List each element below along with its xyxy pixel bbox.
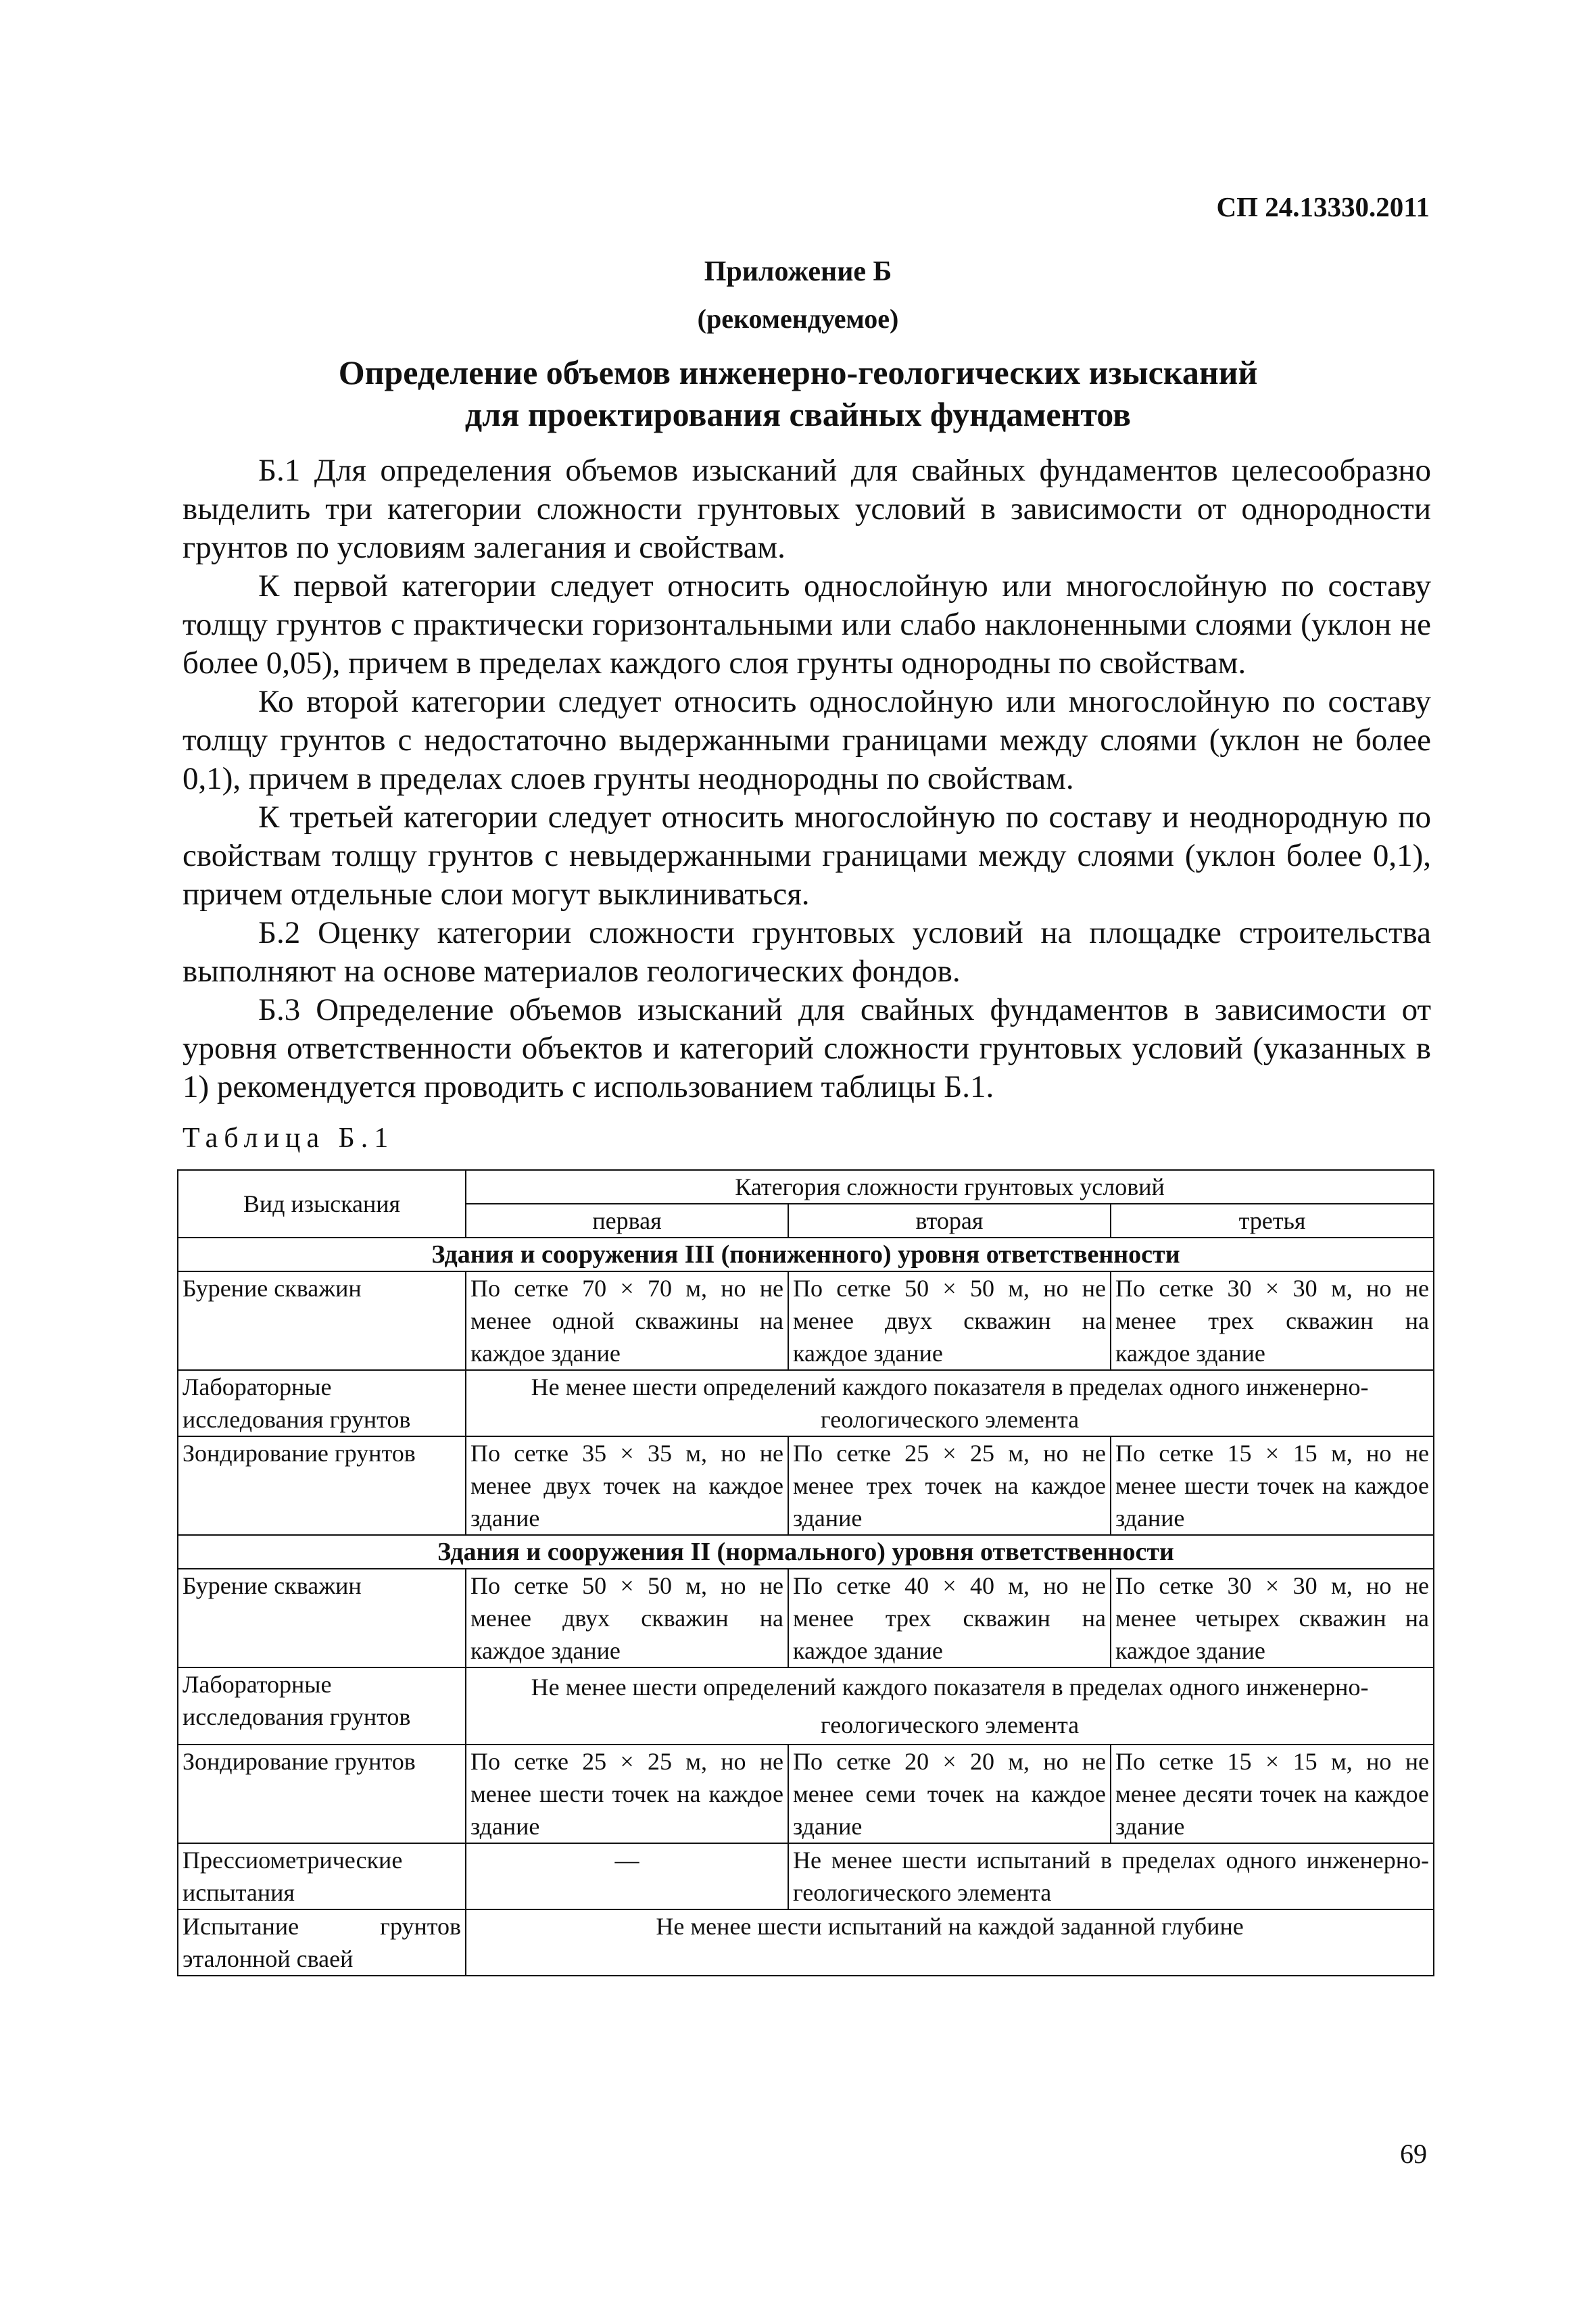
table-cell: По сетке 25 × 25 м, но не менее шести точек на каждое здание: [466, 1745, 788, 1843]
section-title: Здания и сооружения II (нормального) уровня ответственности: [178, 1535, 1434, 1569]
header-survey-type: Вид изыскания: [178, 1170, 466, 1238]
header-cat-second: вторая: [788, 1204, 1111, 1238]
heading-line-1: Определение объемов инженерно-геологических изысканий: [338, 354, 1258, 391]
row-label: Зондирование грунтов: [178, 1436, 466, 1535]
section-title: Здания и сооружения III (пониженного) уровня ответственности: [178, 1238, 1434, 1271]
table-cell: Не менее шести определений каждого показателя в пределах одного инженерно-геологического элемента: [466, 1667, 1434, 1745]
table-cell: По сетке 30 × 30 м, но не менее четырех скважин на каждое здание: [1111, 1569, 1434, 1667]
paragraph-category-1: К первой категории следует относить однослойную или многослойную по составу толщу грунтов с практически горизонтальными или слабо наклоненными слоями (уклон не более 0,05), причем в пределах каждого слоя грунты однородны по свойствам.: [183, 568, 1431, 681]
row-label: Прессиометрические испытания: [178, 1843, 466, 1909]
table-header-row: [178, 1170, 1434, 1204]
body-text: [183, 452, 1431, 1106]
table-cell: По сетке 50 × 50 м, но не менее двух скважин на каждое здание: [466, 1569, 788, 1667]
table-cell: —: [466, 1843, 788, 1909]
paragraph-b3: Б.3 Определение объемов изысканий для свайных фундаментов в зависимости от уровня ответственности объектов и категорий сложности грунтовых условий (указанных в 1) рекомендуется проводить с использованием таблицы Б.1.: [183, 992, 1431, 1104]
table-row: [178, 1667, 1434, 1745]
section-row: [178, 1535, 1434, 1569]
row-label: Испытание грунтов эталонной сваей: [178, 1909, 466, 1976]
table-caption: Таблица Б.1: [183, 1123, 395, 1154]
table-cell: Не менее шести определений каждого показателя в пределах одного инженерно-геологического элемента: [466, 1370, 1434, 1436]
table-cell: По сетке 30 × 30 м, но не менее трех скважин на каждое здание: [1111, 1271, 1434, 1370]
table-cell: Не менее шести испытаний в пределах одного инженерно-геологического элемента: [788, 1843, 1434, 1909]
appendix-heading: [0, 351, 1596, 435]
table-cell: По сетке 15 × 15 м, но не менее шести точек на каждое здание: [1111, 1436, 1434, 1535]
heading-line-2: для проектирования свайных фундаментов: [464, 395, 1132, 433]
header-cat-first: первая: [466, 1204, 788, 1238]
table-cell: Не менее шести испытаний на каждой заданной глубине: [466, 1909, 1434, 1976]
table-row: [178, 1843, 1434, 1909]
row-label: Лабораторные исследования грунтов: [178, 1667, 466, 1745]
table-row: [178, 1745, 1434, 1843]
paragraph-category-3: К третьей категории следует относить многослойную по составу и неоднородную по свойствам толщу грунтов с невыдержанными границами между слоями (уклон более 0,1), причем отдельные слои могут выклиниваться.: [183, 800, 1431, 912]
table-cell: По сетке 25 × 25 м, но не менее трех точек на каждое здание: [788, 1436, 1111, 1535]
appendix-note: (рекомендуемое): [697, 303, 899, 334]
table-row: [178, 1370, 1434, 1436]
table-row: [178, 1271, 1434, 1370]
table-cell: По сетке 70 × 70 м, но не менее одной скважины на каждое здание: [466, 1271, 788, 1370]
table-row: [178, 1569, 1434, 1667]
table-cell: По сетке 20 × 20 м, но не менее семи точек на каждое здание: [788, 1745, 1111, 1843]
row-label: Лабораторные исследования грунтов: [178, 1370, 466, 1436]
appendix-title: Приложение Б: [704, 256, 892, 287]
row-label: Бурение скважин: [178, 1271, 466, 1370]
paragraph-b2: Б.2 Оценку категории сложности грунтовых условий на площадке строительства выполняют на основе материалов геологических фондов.: [183, 915, 1431, 989]
table-cell: По сетке 40 × 40 м, но не менее трех скважин на каждое здание: [788, 1569, 1111, 1667]
section-row: [178, 1238, 1434, 1271]
table-row: [178, 1909, 1434, 1976]
document-code: СП 24.13330.2011: [1216, 191, 1430, 222]
page-number: 69: [1400, 2139, 1427, 2169]
survey-volume-table: [177, 1169, 1434, 1976]
table-cell: По сетке 15 × 15 м, но не менее десяти точек на каждое здание: [1111, 1745, 1434, 1843]
paragraph-category-2: Ко второй категории следует относить однослойную или многослойную по составу толщу грунтов с недостаточно выдержанными границами между слоями (уклон не более 0,1), причем в пределах слоев грунты неоднородны по свойствам.: [183, 684, 1431, 796]
row-label: Бурение скважин: [178, 1569, 466, 1667]
table-cell: По сетке 35 × 35 м, но не менее двух точек на каждое здание: [466, 1436, 788, 1535]
paragraph-b1: Б.1 Для определения объемов изысканий для свайных фундаментов целесообразно выделить три категории сложности грунтовых условий в зависимости от однородности грунтов по условиям залегания и свойствам.: [183, 453, 1431, 565]
header-category: Категория сложности грунтовых условий: [466, 1170, 1434, 1204]
table-cell: По сетке 50 × 50 м, но не менее двух скважин на каждое здание: [788, 1271, 1111, 1370]
row-label: Зондирование грунтов: [178, 1745, 466, 1843]
header-cat-third: третья: [1111, 1204, 1434, 1238]
table-row: [178, 1436, 1434, 1535]
